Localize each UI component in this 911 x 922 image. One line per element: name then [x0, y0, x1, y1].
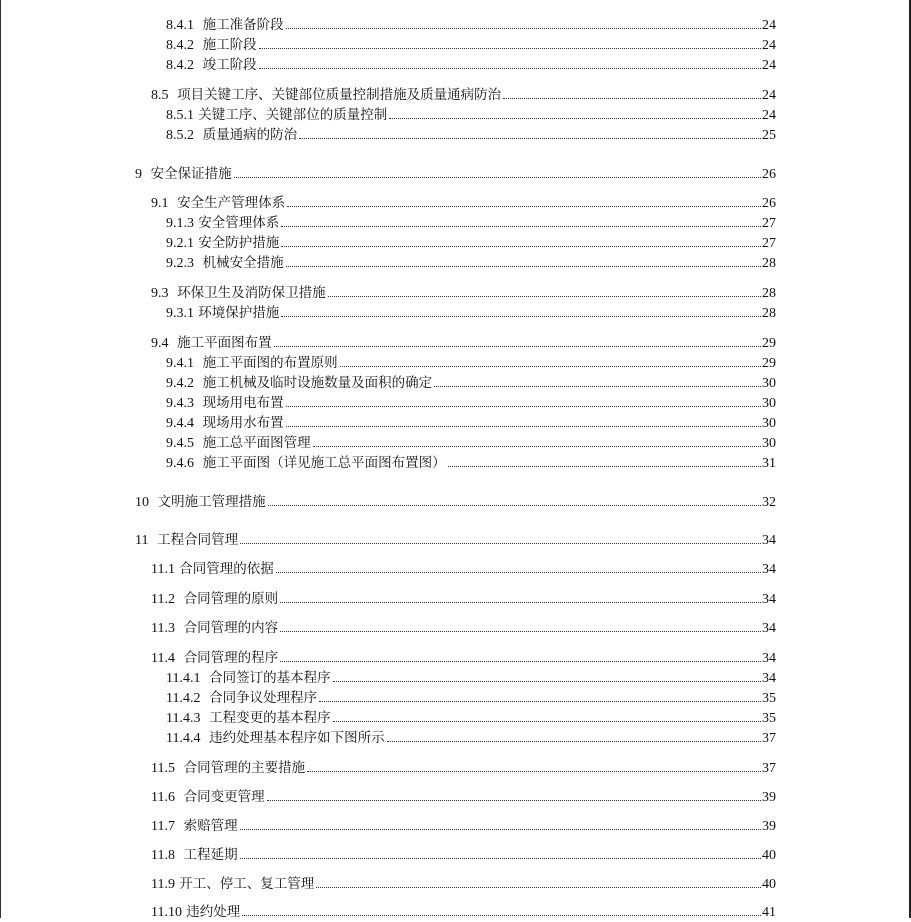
toc-page-number: 28	[762, 286, 776, 301]
toc-entry-11-4-3[interactable]	[166, 709, 776, 727]
toc-entry-number: 8.4.1	[166, 18, 194, 33]
toc-entry-number: 11.4.3	[166, 711, 201, 726]
toc-entry-text: 安全管理体系	[198, 215, 280, 231]
toc-page-number: 35	[762, 711, 776, 726]
toc-entry-number: 11.3	[151, 621, 175, 636]
toc-entry-title	[151, 284, 326, 303]
toc-entry-number: 11.2	[151, 592, 175, 607]
toc-page-number: 34	[762, 592, 776, 607]
toc-entry-text: 工程合同管理	[157, 532, 239, 548]
toc-entry-number: 11.4	[151, 651, 175, 666]
toc-page-number: 34	[762, 562, 776, 577]
toc-leader-dots	[259, 68, 761, 69]
toc-entry-text: 合同争议处理程序	[209, 690, 318, 706]
toc-entry-9-1[interactable]	[151, 194, 776, 212]
toc-leader-dots	[240, 543, 761, 544]
toc-entry-9-4-2[interactable]	[166, 374, 776, 392]
toc-entry-9-4-1[interactable]	[166, 354, 776, 372]
toc-entry-number: 11.10	[151, 905, 182, 920]
toc-entry-9-4-6[interactable]	[166, 454, 776, 472]
toc-entry-title	[151, 560, 274, 579]
toc-leader-dots	[307, 771, 761, 772]
toc-page-number: 34	[762, 621, 776, 636]
toc-page-number: 39	[762, 819, 776, 834]
toc-entry-text: 合同管理的程序	[183, 650, 279, 666]
toc-leader-dots	[313, 446, 761, 447]
toc-entry-title	[166, 374, 432, 393]
toc-leader-dots	[287, 206, 761, 207]
toc-entry-text: 施工平面图（详见施工总平面图布置图）	[202, 455, 446, 471]
toc-leader-dots	[280, 631, 761, 632]
toc-entry-title	[135, 531, 238, 550]
toc-entry-text: 合同管理的主要措施	[183, 760, 306, 776]
toc-entry-text: 合同管理的依据	[179, 561, 274, 577]
toc-entry-number: 9.4.1	[166, 356, 194, 371]
toc-page-number: 24	[762, 18, 776, 33]
toc-page-number: 32	[762, 495, 776, 510]
toc-entry-text: 安全保证措施	[150, 166, 232, 182]
toc-leader-dots	[240, 858, 761, 859]
toc-entry-11-5[interactable]	[151, 759, 776, 777]
toc-entry-text: 合同变更管理	[183, 789, 265, 805]
toc-page-number: 24	[762, 38, 776, 53]
toc-entry-title	[166, 729, 385, 748]
toc-entry-number: 9.2.1	[166, 236, 194, 251]
toc-leader-dots	[268, 505, 761, 506]
toc-leader-dots	[286, 426, 761, 427]
toc-page-number: 41	[762, 905, 776, 920]
toc-leader-dots	[281, 316, 761, 317]
toc-entry-title	[166, 354, 338, 373]
toc-entry-8-5-1[interactable]	[166, 106, 776, 124]
toc-entry-9-4[interactable]	[151, 334, 776, 352]
toc-page-number: 34	[762, 533, 776, 548]
toc-entry-number: 9.4.6	[166, 456, 194, 471]
toc-entry-number: 9.4.3	[166, 396, 194, 411]
toc-page-number: 24	[762, 88, 776, 103]
toc-leader-dots	[267, 800, 761, 801]
toc-leader-dots	[274, 346, 761, 347]
toc-entry-11-4-4[interactable]	[166, 729, 776, 747]
toc-entry-text: 现场用电布置	[202, 395, 284, 411]
toc-page-number: 39	[762, 790, 776, 805]
toc-entry-number: 8.4.2	[166, 38, 194, 53]
toc-leader-dots	[286, 28, 761, 29]
toc-page-number: 37	[762, 731, 776, 746]
toc-entry-title	[151, 334, 272, 353]
toc-leader-dots	[319, 701, 761, 702]
toc-leader-dots	[340, 366, 761, 367]
toc-entry-number: 9	[135, 167, 142, 182]
toc-entry-text: 项目关键工序、关键部位质量控制措施及质量通病防治	[177, 87, 502, 103]
toc-entry-text: 施工阶段	[202, 37, 257, 53]
toc-entry-11-4-1[interactable]	[166, 669, 776, 687]
toc-leader-dots	[276, 572, 761, 573]
toc-entry-number: 8.5.1	[166, 108, 194, 123]
toc-entry-text: 环保卫生及消防保卫措施	[177, 285, 326, 301]
toc-entry-9-1-3[interactable]	[166, 214, 776, 232]
toc-entry-text: 合同管理的内容	[183, 620, 279, 636]
toc-leader-dots	[280, 661, 761, 662]
toc-entry-number: 9.1.3	[166, 216, 194, 231]
toc-entry-title	[166, 454, 446, 473]
toc-entry-9-4-5[interactable]	[166, 434, 776, 452]
toc-leader-dots	[333, 681, 761, 682]
toc-entry-9-3[interactable]	[151, 284, 776, 302]
toc-leader-dots	[448, 466, 761, 467]
toc-leader-dots	[286, 406, 761, 407]
toc-entry-number: 9.4.2	[166, 376, 194, 391]
toc-entry-number: 11.4.2	[166, 691, 201, 706]
toc-entry-number: 11.5	[151, 761, 175, 776]
toc-entry-title	[135, 493, 266, 512]
toc-page-number: 24	[762, 108, 776, 123]
toc-entry-title	[166, 106, 387, 125]
toc-entry-11-4-2[interactable]	[166, 689, 776, 707]
toc-entry-number: 10	[135, 495, 149, 510]
toc-entry-8-5[interactable]	[151, 86, 776, 104]
toc-leader-dots	[234, 177, 761, 178]
toc-entry-text: 违约处理基本程序如下图所示	[209, 730, 385, 746]
toc-entry-number: 9.3	[151, 286, 169, 301]
toc-entry-number: 11.8	[151, 848, 175, 863]
toc-entry-title	[166, 304, 279, 323]
toc-entry-title	[151, 649, 278, 668]
toc-page-number: 30	[762, 436, 776, 451]
toc-entry-8-5-2[interactable]	[166, 126, 776, 144]
toc-leader-dots	[389, 118, 761, 119]
toc-entry-title	[166, 16, 284, 35]
toc-entry-title	[151, 875, 314, 894]
toc-leader-dots	[242, 915, 761, 916]
toc-page-number: 35	[762, 691, 776, 706]
toc-entry-text: 合同签订的基本程序	[209, 670, 331, 686]
toc-leader-dots	[259, 48, 761, 49]
toc-entry-title	[166, 689, 317, 708]
toc-entry-text: 施工准备阶段	[202, 17, 284, 33]
toc-entry-text: 竣工阶段	[202, 57, 257, 73]
toc-entry-title	[151, 817, 238, 836]
toc-entry-text: 质量通病的防治	[202, 127, 298, 143]
toc-entry-text: 环境保护措施	[198, 305, 280, 321]
toc-entry-text: 工程变更的基本程序	[209, 710, 331, 726]
toc-entry-text: 工程延期	[183, 847, 238, 863]
toc-entry-title	[166, 709, 331, 728]
toc-entry-11-7[interactable]	[151, 817, 776, 835]
toc-entry-9-2-3[interactable]	[166, 254, 776, 272]
toc-page-number: 28	[762, 306, 776, 321]
toc-entry-title	[151, 619, 278, 638]
toc-entry-11-3[interactable]	[151, 619, 776, 637]
toc-page-number: 27	[762, 216, 776, 231]
toc-entry-number: 8.4.2	[166, 58, 194, 73]
toc-entry-8-4-1[interactable]	[166, 16, 776, 34]
toc-entry-title	[166, 254, 284, 273]
toc-entry-text: 安全生产管理体系	[177, 195, 286, 211]
toc-entry-title	[166, 234, 279, 253]
toc-entry-9-2-1[interactable]	[166, 234, 776, 252]
toc-entry-9-4-4[interactable]	[166, 414, 776, 432]
toc-entry-number: 9.1	[151, 196, 169, 211]
toc-leader-dots	[240, 829, 761, 830]
toc-entry-text: 索赔管理	[183, 818, 238, 834]
toc-entry-number: 8.5	[151, 88, 169, 103]
toc-entry-title	[166, 414, 284, 433]
toc-page-number: 25	[762, 128, 776, 143]
toc-page-number: 29	[762, 336, 776, 351]
toc-entry-text: 关键工序、关键部位的质量控制	[198, 107, 388, 123]
toc-entry-number: 9.4	[151, 336, 169, 351]
toc-leader-dots	[387, 741, 761, 742]
toc-entry-number: 11.7	[151, 819, 175, 834]
toc-page-number: 40	[762, 848, 776, 863]
toc-leader-dots	[316, 887, 761, 888]
toc-entry-number: 9.4.5	[166, 436, 194, 451]
toc-entry-title	[151, 788, 265, 807]
toc-page-number: 34	[762, 651, 776, 666]
toc-entry-title	[166, 36, 257, 55]
toc-page-number: 29	[762, 356, 776, 371]
toc-leader-dots	[333, 721, 761, 722]
toc-entry-10[interactable]	[135, 493, 776, 511]
toc-entry-11-6[interactable]	[151, 788, 776, 806]
toc-page-number: 37	[762, 761, 776, 776]
toc-entry-11-8[interactable]	[151, 846, 776, 864]
toc-entry-11[interactable]	[135, 531, 776, 549]
toc-page-number: 30	[762, 376, 776, 391]
toc-leader-dots	[328, 296, 761, 297]
toc-page-number: 34	[762, 671, 776, 686]
toc-entry-number: 11.6	[151, 790, 175, 805]
toc-entry-number: 11.4.1	[166, 671, 201, 686]
toc-entry-title	[166, 394, 284, 413]
toc-page-number: 30	[762, 416, 776, 431]
toc-entry-title	[151, 194, 285, 213]
toc-entry-text: 安全防护措施	[198, 235, 280, 251]
toc-entry-number: 11.1	[151, 562, 175, 577]
toc-entry-9-3-1[interactable]	[166, 304, 776, 322]
toc-entry-number: 9.4.4	[166, 416, 194, 431]
toc-entry-number: 9.2.3	[166, 256, 194, 271]
toc-page-number: 26	[762, 196, 776, 211]
toc-entry-11-4[interactable]	[151, 649, 776, 667]
toc-entry-title	[151, 590, 278, 609]
toc-leader-dots	[281, 226, 761, 227]
toc-leader-dots	[434, 386, 761, 387]
toc-entry-8-4-2b[interactable]	[166, 56, 776, 74]
toc-leader-dots	[503, 98, 761, 99]
toc-entry-9[interactable]	[135, 165, 776, 183]
toc-entry-title	[151, 846, 238, 865]
toc-entry-text: 施工机械及临时设施数量及面积的确定	[202, 375, 433, 391]
toc-entry-text: 施工平面图的布置原则	[202, 355, 338, 371]
toc-entry-number: 9.3.1	[166, 306, 194, 321]
toc-entry-9-4-3[interactable]	[166, 394, 776, 412]
toc-entry-text: 违约处理	[186, 904, 241, 920]
toc-entry-11-10[interactable]	[151, 903, 776, 921]
toc-page-number: 40	[762, 877, 776, 892]
toc-entry-title	[135, 165, 232, 184]
toc-entry-number: 11.9	[151, 877, 175, 892]
toc-entry-title	[166, 434, 311, 453]
toc-entry-number: 11.4.4	[166, 731, 201, 746]
toc-entry-text: 现场用水布置	[202, 415, 284, 431]
toc-page-number: 28	[762, 256, 776, 271]
toc-entry-text: 施工总平面图管理	[202, 435, 311, 451]
toc-entry-text: 开工、停工、复工管理	[179, 876, 315, 892]
toc-entry-title	[166, 669, 331, 688]
toc-page-number: 27	[762, 236, 776, 251]
toc-entry-text: 施工平面图布置	[177, 335, 272, 351]
toc-leader-dots	[299, 138, 761, 139]
toc-entry-text: 合同管理的原则	[183, 591, 279, 607]
toc-leader-dots	[280, 602, 761, 603]
toc-page-number: 30	[762, 396, 776, 411]
toc-entry-text: 文明施工管理措施	[157, 494, 266, 510]
toc-entry-8-4-2[interactable]	[166, 36, 776, 54]
toc-entry-11-1[interactable]	[151, 560, 776, 578]
toc-entry-title	[166, 126, 297, 145]
toc-page-number: 31	[762, 456, 776, 471]
toc-entry-11-9[interactable]	[151, 875, 776, 893]
toc-leader-dots	[281, 246, 761, 247]
toc-entry-title	[151, 903, 240, 922]
toc-entry-number: 8.5.2	[166, 128, 194, 143]
toc-entry-number: 11	[135, 533, 149, 548]
toc-entry-title	[151, 759, 305, 778]
toc-entry-title	[151, 86, 501, 105]
toc-entry-title	[166, 214, 279, 233]
toc-entry-11-2[interactable]	[151, 590, 776, 608]
toc-page-number: 26	[762, 167, 776, 182]
toc-entry-text: 机械安全措施	[202, 255, 284, 271]
toc-page-number: 24	[762, 58, 776, 73]
toc-leader-dots	[286, 266, 761, 267]
toc-entry-title	[166, 56, 257, 75]
